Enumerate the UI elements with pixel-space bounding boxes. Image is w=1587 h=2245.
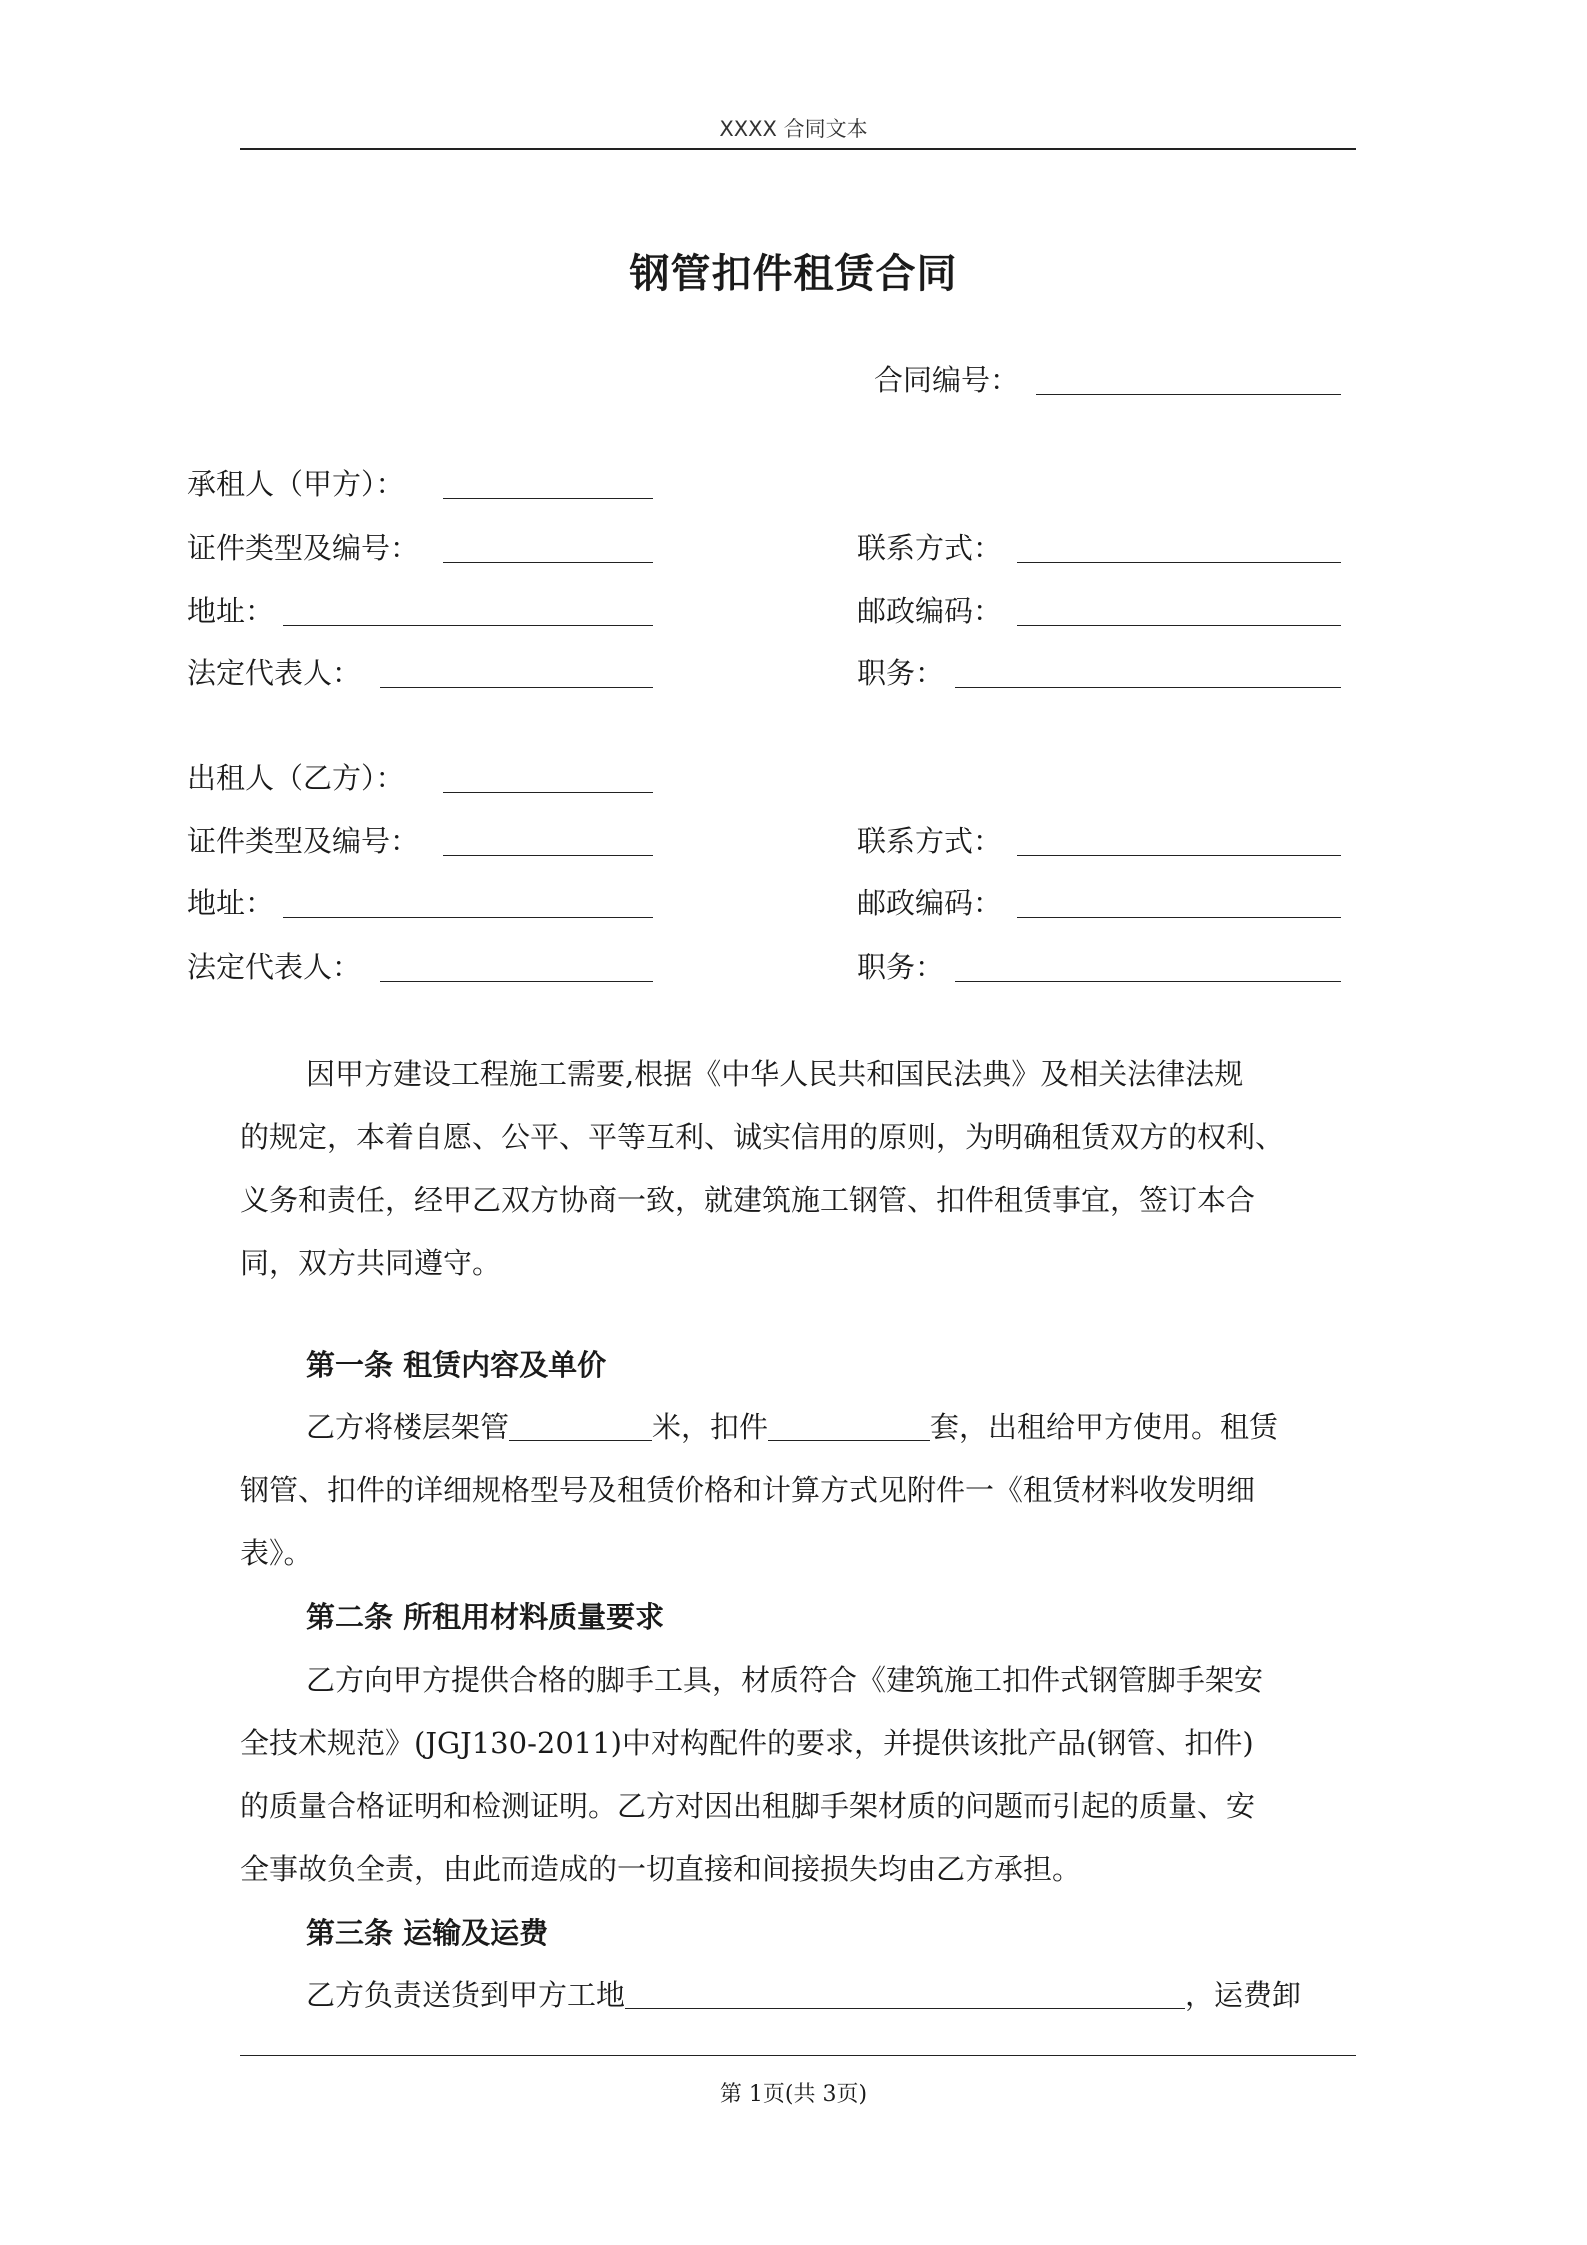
article-2-heading: 第二条 所租用材料质量要求	[306, 1600, 665, 1634]
party-a-contact-blank[interactable]	[1017, 530, 1341, 563]
party-a-name-blank[interactable]	[443, 466, 653, 499]
preamble-line: 同，双方共同遵守。	[240, 1246, 502, 1280]
preamble-line: 的规定，本着自愿、公平、平等互利、诚实信用的原则，为明确租赁双方的权利、	[240, 1120, 1285, 1154]
preamble-line: 因甲方建设工程施工需要,根据《中华人民共和国民法典》及相关法律法规	[306, 1057, 1244, 1091]
contract-no-blank[interactable]	[1036, 362, 1341, 395]
article-1-text: 米，扣件	[652, 1410, 769, 1444]
fastener-count-blank[interactable]	[768, 1410, 930, 1441]
article-1-line	[240, 1396, 1356, 1459]
party-b-contact-label: 联系方式：	[857, 824, 1003, 858]
header-divider	[240, 148, 1356, 150]
article-1-paragraph	[240, 1396, 1356, 1585]
article-2-line: 乙方向甲方提供合格的脚手工具，材质符合《建筑施工扣件式钢管脚手架安	[306, 1663, 1264, 1697]
party-b-address-label: 地址：	[187, 886, 275, 920]
article-3-text: 乙方负责送货到甲方工地	[306, 1978, 626, 2012]
preamble-line: 义务和责任，经甲乙双方协商一致，就建筑施工钢管、扣件租赁事宜，签订本合	[240, 1183, 1256, 1217]
party-b-rep-blank[interactable]	[380, 949, 653, 982]
party-a-title-blank[interactable]	[955, 655, 1341, 688]
article-1-text: 乙方将楼层架管	[306, 1410, 510, 1444]
party-a-id-label: 证件类型及编号：	[187, 531, 420, 565]
party-b-postcode-label: 邮政编码：	[857, 886, 1003, 920]
party-a-address-blank[interactable]	[283, 593, 653, 626]
party-b-address-blank[interactable]	[283, 885, 653, 918]
party-a-title-label: 职务：	[857, 656, 945, 690]
contract-no-label: 合同编号：	[874, 363, 1020, 397]
footer-divider	[240, 2055, 1356, 2056]
article-1-text: 套，出租给甲方使用。租赁	[930, 1410, 1279, 1444]
party-a-postcode-blank[interactable]	[1017, 593, 1341, 626]
page-header: XXXX 合同文本	[719, 117, 868, 141]
article-2-paragraph	[240, 1649, 1356, 1901]
page-number: 第 1页(共 3页)	[719, 2082, 868, 2107]
article-3-heading: 第三条 运输及运费	[306, 1916, 549, 1950]
party-b-name-label: 出租人（乙方）：	[187, 761, 405, 795]
party-b-contact-blank[interactable]	[1017, 823, 1341, 856]
party-a-address-label: 地址：	[187, 594, 275, 628]
article-2-line: 全事故负全责，由此而造成的一切直接和间接损失均由乙方承担。	[240, 1852, 1082, 1886]
preamble-paragraph	[240, 1043, 1356, 1295]
party-a-id-blank[interactable]	[443, 530, 653, 563]
article-1-line: 表》。	[240, 1536, 313, 1570]
article-3-text: ，运费卸	[1185, 1978, 1302, 2012]
article-2-line: 全技术规范》(JGJ130-2011)中对构配件的要求，并提供该批产品(钢管、扣件)	[240, 1726, 1254, 1760]
article-3-line	[240, 1964, 1356, 2027]
party-b-rep-label: 法定代表人：	[187, 950, 362, 984]
party-a-name-label: 承租人（甲方）：	[187, 467, 405, 501]
article-1-line: 钢管、扣件的详细规格型号及租赁价格和计算方式见附件一《租赁材料收发明细	[240, 1473, 1256, 1507]
party-b-postcode-blank[interactable]	[1017, 885, 1341, 918]
article-2-line: 的质量合格证明和检测证明。乙方对因出租脚手架材质的问题而引起的质量、安	[240, 1789, 1256, 1823]
article-1-heading: 第一条 租赁内容及单价	[306, 1348, 607, 1382]
pipe-length-blank[interactable]	[509, 1410, 652, 1441]
party-a-rep-label: 法定代表人：	[187, 656, 362, 690]
party-a-postcode-label: 邮政编码：	[857, 594, 1003, 628]
site-address-blank[interactable]	[625, 1978, 1185, 2009]
party-b-title-blank[interactable]	[955, 949, 1341, 982]
party-b-title-label: 职务：	[857, 950, 945, 984]
party-b-id-blank[interactable]	[443, 823, 653, 856]
party-b-name-blank[interactable]	[443, 760, 653, 793]
party-a-rep-blank[interactable]	[380, 655, 653, 688]
party-b-id-label: 证件类型及编号：	[187, 824, 420, 858]
document-title: 钢管扣件租赁合同	[629, 250, 958, 297]
article-3-paragraph	[240, 1964, 1356, 2027]
party-a-contact-label: 联系方式：	[857, 531, 1003, 565]
